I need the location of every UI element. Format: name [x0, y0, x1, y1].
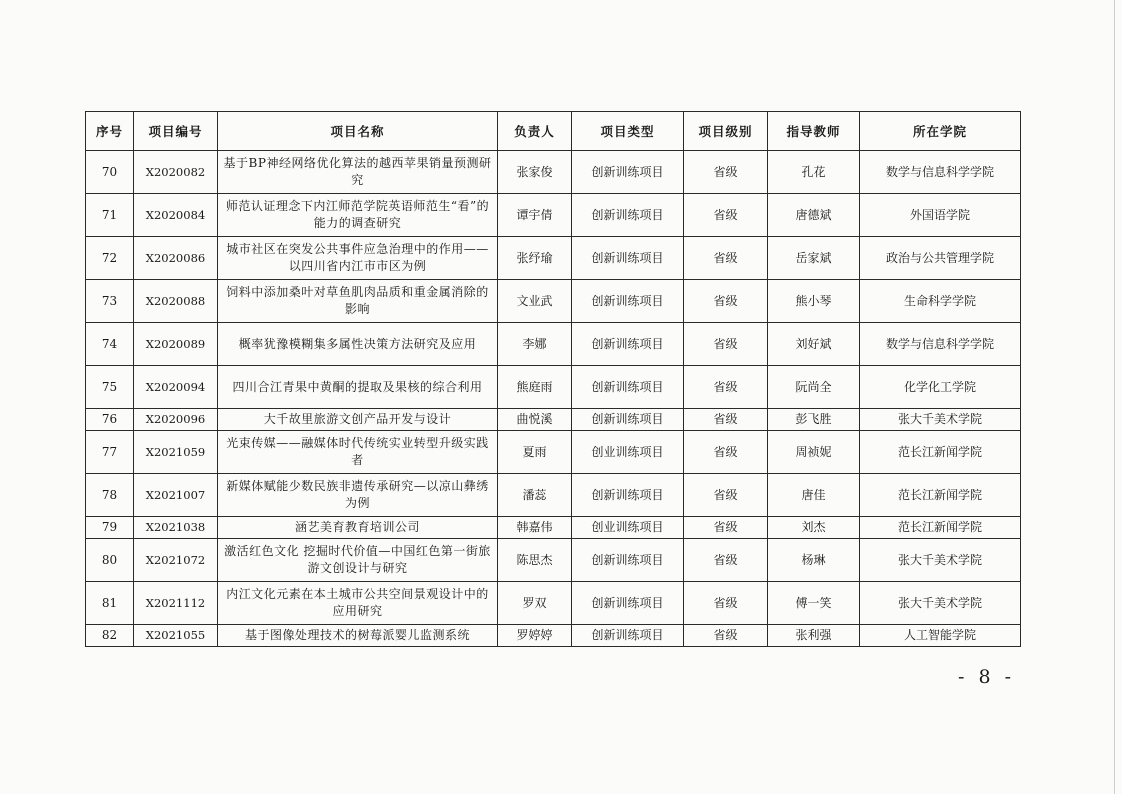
table-row — [86, 431, 1021, 474]
cell-seq: 73 — [86, 280, 134, 323]
cell-college: 张大千美术学院 — [860, 582, 1021, 625]
cell-seq: 78 — [86, 474, 134, 517]
cell-advisor: 岳家斌 — [768, 237, 860, 280]
cell-college: 生命科学学院 — [860, 280, 1021, 323]
cell-name: 基于图像处理技术的树莓派婴儿监测系统 — [218, 625, 498, 647]
cell-advisor: 周祯妮 — [768, 431, 860, 474]
cell-seq: 72 — [86, 237, 134, 280]
cell-seq: 79 — [86, 517, 134, 539]
cell-college: 张大千美术学院 — [860, 539, 1021, 582]
cell-code: X2021072 — [134, 539, 218, 582]
cell-level: 省级 — [684, 625, 768, 647]
cell-code: X2020089 — [134, 323, 218, 366]
cell-type: 创业训练项目 — [572, 517, 684, 539]
table-row — [86, 280, 1021, 323]
cell-type: 创新训练项目 — [572, 474, 684, 517]
page-edge-line — [1114, 0, 1115, 794]
table-header-row — [86, 112, 1021, 151]
cell-level: 省级 — [684, 409, 768, 431]
cell-college: 范长江新闻学院 — [860, 517, 1021, 539]
cell-code: X2021055 — [134, 625, 218, 647]
cell-college: 化学化工学院 — [860, 366, 1021, 409]
cell-seq: 70 — [86, 151, 134, 194]
cell-code: X2020082 — [134, 151, 218, 194]
cell-seq: 77 — [86, 431, 134, 474]
cell-level: 省级 — [684, 323, 768, 366]
cell-college: 外国语学院 — [860, 194, 1021, 237]
cell-name: 饲料中添加桑叶对草鱼肌肉品质和重金属消除的影响 — [218, 280, 498, 323]
cell-name: 大千故里旅游文创产品开发与设计 — [218, 409, 498, 431]
cell-college: 数学与信息科学学院 — [860, 323, 1021, 366]
cell-leader: 陈思杰 — [498, 539, 572, 582]
cell-leader: 熊庭雨 — [498, 366, 572, 409]
cell-advisor: 唐德斌 — [768, 194, 860, 237]
table-row — [86, 151, 1021, 194]
cell-type: 创新训练项目 — [572, 409, 684, 431]
cell-name: 新媒体赋能少数民族非遗传承研究—以凉山彝绣为例 — [218, 474, 498, 517]
cell-type: 创新训练项目 — [572, 582, 684, 625]
cell-college: 范长江新闻学院 — [860, 474, 1021, 517]
cell-college: 数学与信息科学学院 — [860, 151, 1021, 194]
cell-leader: 夏雨 — [498, 431, 572, 474]
cell-type: 创新训练项目 — [572, 194, 684, 237]
table-row — [86, 517, 1021, 539]
header-name: 项目名称 — [218, 112, 498, 151]
cell-level: 省级 — [684, 194, 768, 237]
cell-leader: 张家俊 — [498, 151, 572, 194]
cell-advisor: 阮尚全 — [768, 366, 860, 409]
cell-advisor: 刘好斌 — [768, 323, 860, 366]
cell-leader: 曲悦溪 — [498, 409, 572, 431]
cell-leader: 文业武 — [498, 280, 572, 323]
cell-type: 创新训练项目 — [572, 237, 684, 280]
cell-college: 张大千美术学院 — [860, 409, 1021, 431]
header-college: 所在学院 — [860, 112, 1021, 151]
cell-leader: 罗双 — [498, 582, 572, 625]
cell-level: 省级 — [684, 539, 768, 582]
cell-seq: 82 — [86, 625, 134, 647]
table-row — [86, 237, 1021, 280]
cell-seq: 74 — [86, 323, 134, 366]
cell-seq: 75 — [86, 366, 134, 409]
cell-leader: 韩嘉伟 — [498, 517, 572, 539]
cell-code: X2021007 — [134, 474, 218, 517]
cell-code: X2021038 — [134, 517, 218, 539]
cell-advisor: 杨琳 — [768, 539, 860, 582]
cell-code: X2021059 — [134, 431, 218, 474]
project-table — [85, 111, 1021, 647]
table-row — [86, 582, 1021, 625]
cell-advisor: 张利强 — [768, 625, 860, 647]
cell-level: 省级 — [684, 517, 768, 539]
cell-name: 城市社区在突发公共事件应急治理中的作用——以四川省内江市市区为例 — [218, 237, 498, 280]
cell-advisor: 傅一笑 — [768, 582, 860, 625]
cell-code: X2020088 — [134, 280, 218, 323]
table-row — [86, 409, 1021, 431]
cell-code: X2021112 — [134, 582, 218, 625]
cell-name: 四川合江青果中黄酮的提取及果核的综合利用 — [218, 366, 498, 409]
cell-level: 省级 — [684, 280, 768, 323]
header-code: 项目编号 — [134, 112, 218, 151]
table-row — [86, 474, 1021, 517]
cell-name: 涵艺美育教育培训公司 — [218, 517, 498, 539]
cell-leader: 李娜 — [498, 323, 572, 366]
cell-code: X2020086 — [134, 237, 218, 280]
header-leader: 负责人 — [498, 112, 572, 151]
cell-college: 范长江新闻学院 — [860, 431, 1021, 474]
cell-level: 省级 — [684, 237, 768, 280]
cell-college: 人工智能学院 — [860, 625, 1021, 647]
page-number: - 8 - — [958, 666, 1016, 688]
cell-type: 创业训练项目 — [572, 431, 684, 474]
cell-seq: 80 — [86, 539, 134, 582]
cell-code: X2020084 — [134, 194, 218, 237]
cell-advisor: 彭飞胜 — [768, 409, 860, 431]
header-advisor: 指导教师 — [768, 112, 860, 151]
cell-name: 概率犹豫模糊集多属性决策方法研究及应用 — [218, 323, 498, 366]
cell-leader: 罗婷婷 — [498, 625, 572, 647]
cell-leader: 张纾瑜 — [498, 237, 572, 280]
table-row — [86, 194, 1021, 237]
cell-name: 师范认证理念下内江师范学院英语师范生“看”的能力的调查研究 — [218, 194, 498, 237]
cell-type: 创新训练项目 — [572, 323, 684, 366]
cell-type: 创新训练项目 — [572, 625, 684, 647]
cell-advisor: 刘杰 — [768, 517, 860, 539]
cell-type: 创新训练项目 — [572, 280, 684, 323]
cell-name: 光束传媒——融媒体时代传统实业转型升级实践者 — [218, 431, 498, 474]
cell-code: X2020094 — [134, 366, 218, 409]
cell-name: 激活红色文化 挖掘时代价值—中国红色第一街旅游文创设计与研究 — [218, 539, 498, 582]
cell-seq: 81 — [86, 582, 134, 625]
cell-level: 省级 — [684, 366, 768, 409]
cell-seq: 71 — [86, 194, 134, 237]
cell-leader: 谭宇倩 — [498, 194, 572, 237]
cell-advisor: 唐佳 — [768, 474, 860, 517]
cell-college: 政治与公共管理学院 — [860, 237, 1021, 280]
cell-seq: 76 — [86, 409, 134, 431]
cell-type: 创新训练项目 — [572, 151, 684, 194]
cell-name: 基于BP神经网络优化算法的越西苹果销量预测研究 — [218, 151, 498, 194]
cell-level: 省级 — [684, 582, 768, 625]
header-level: 项目级别 — [684, 112, 768, 151]
cell-leader: 潘蕊 — [498, 474, 572, 517]
table-row — [86, 625, 1021, 647]
cell-level: 省级 — [684, 151, 768, 194]
cell-code: X2020096 — [134, 409, 218, 431]
cell-level: 省级 — [684, 474, 768, 517]
cell-advisor: 熊小琴 — [768, 280, 860, 323]
table-row — [86, 366, 1021, 409]
cell-advisor: 孔花 — [768, 151, 860, 194]
table-row — [86, 323, 1021, 366]
header-seq: 序号 — [86, 112, 134, 151]
table-row — [86, 539, 1021, 582]
header-type: 项目类型 — [572, 112, 684, 151]
cell-name: 内江文化元素在本土城市公共空间景观设计中的应用研究 — [218, 582, 498, 625]
cell-type: 创新训练项目 — [572, 539, 684, 582]
cell-type: 创新训练项目 — [572, 366, 684, 409]
cell-level: 省级 — [684, 431, 768, 474]
